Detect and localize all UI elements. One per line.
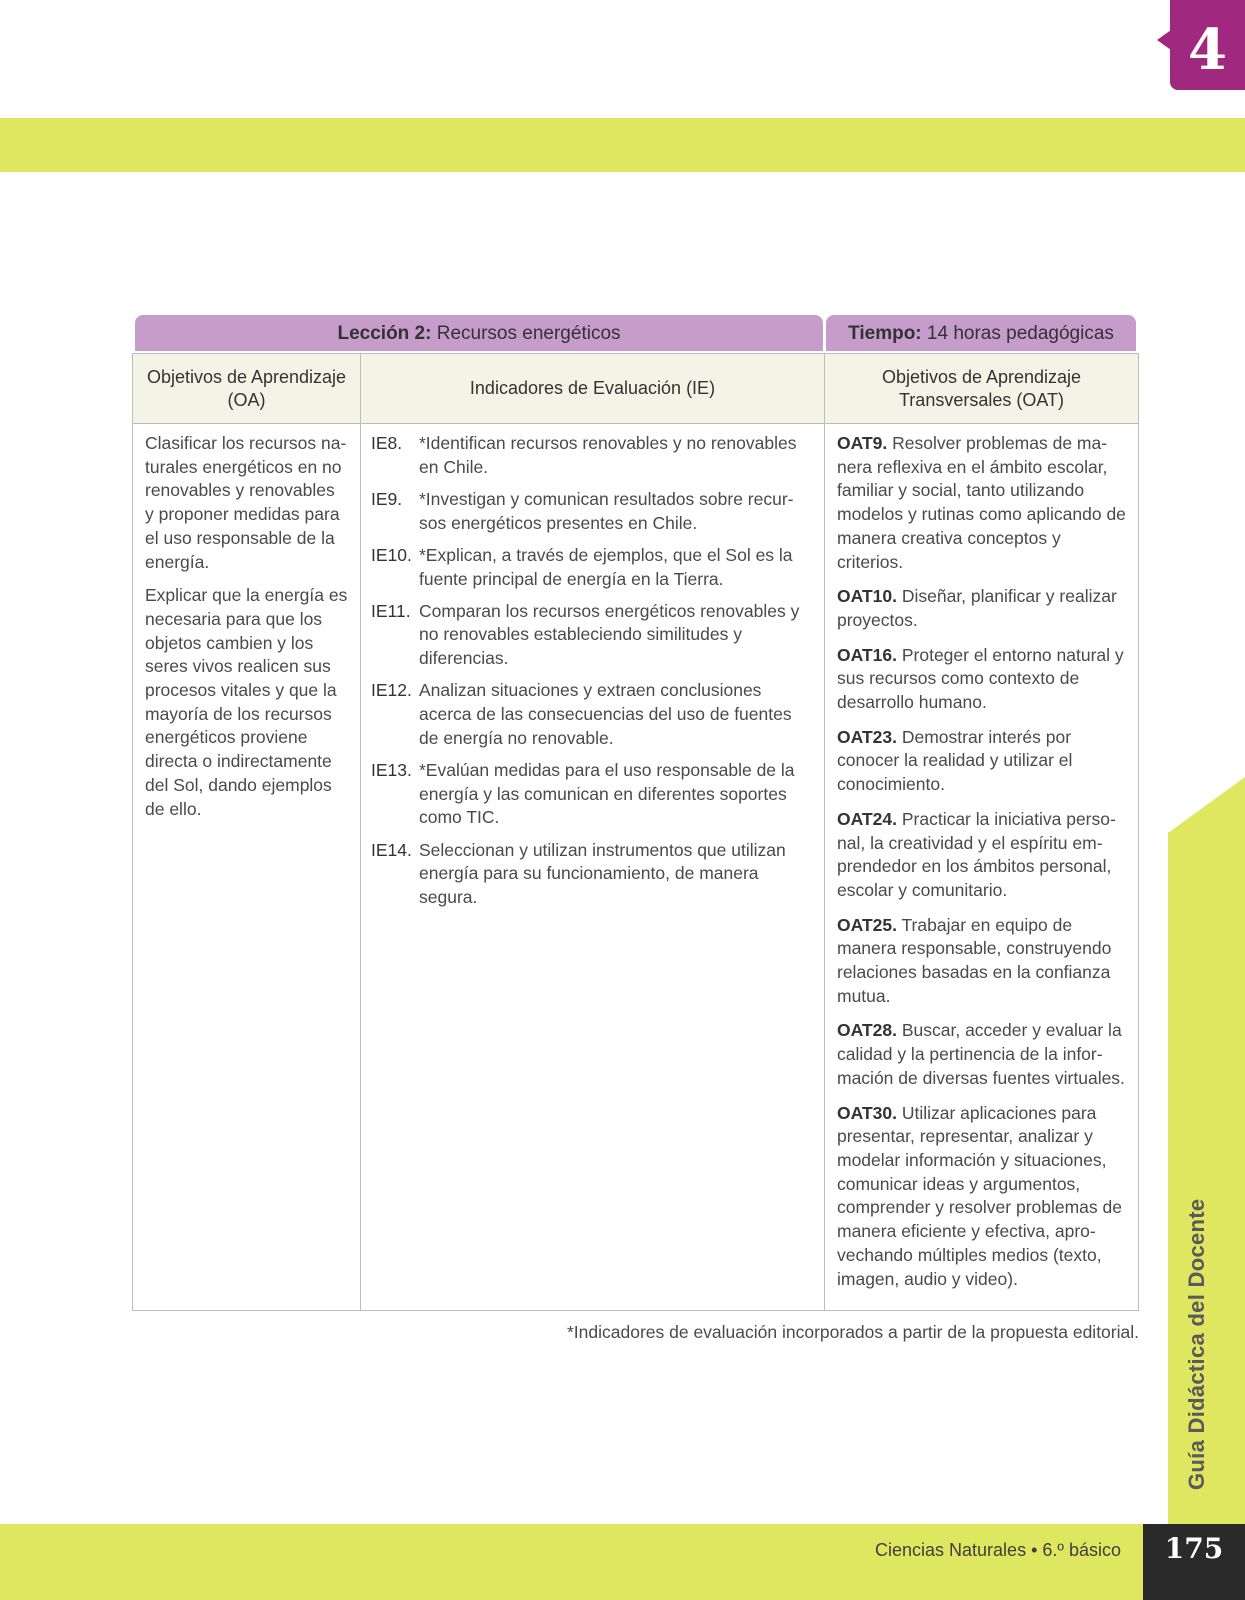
oat-text: Resolver problemas de ma- nera reflexiva en el ámbito escolar, familiar y social, tanto utilizando modelos y rutinas como aplicando de manera creativa conceptos y criterios. [837, 433, 1126, 572]
lesson-header [135, 315, 823, 351]
ie-text: *Explican, a través de ejemplos, que el Sol es la fuente principal de energía en la Tierra. [419, 544, 793, 589]
ie-item [371, 544, 812, 591]
oat-text: Demostrar interés por conocer la realidad y utilizar el conocimiento. [837, 726, 1073, 795]
header-oat: Objetivos de Aprendizaje Transversales (OAT) [825, 354, 1139, 424]
lesson-label: Lección 2: [337, 323, 432, 344]
oat-item [837, 585, 1126, 632]
oat-item [837, 1019, 1126, 1090]
ie-code: IE13. [371, 759, 412, 780]
ie-code: IE11. [371, 600, 411, 621]
ie-cell [361, 424, 825, 1311]
oa-item: Explicar que la energía es necesaria para que los objetos cambien y los seres vivos realicen sus procesos vitales y que la mayoría de los recursos energéticos proviene directa o indirectamente del Sol, dando ejemplos de ello. [145, 585, 348, 819]
ie-text: Analizan situaciones y extraen conclusiones acerca de las consecuencias del uso de fuentes de energía no renovable. [419, 680, 792, 748]
oa-item: Clasificar los recursos na- turales energéticos en no renovables y renovables y proponer medidas para el uso responsable de la energía. [145, 433, 347, 572]
oat-code: OAT30. [837, 1102, 897, 1123]
footer-subject: Ciencias Naturales • 6.º básico [875, 1540, 1121, 1560]
oat-code: OAT23. [837, 726, 897, 747]
oat-text: Buscar, acceder y evaluar la calidad y la pertinencia de la infor- mación de diversas fuentes virtuales. [837, 1020, 1125, 1088]
oat-code: OAT24. [837, 808, 897, 829]
oat-text: Trabajar en equipo de manera responsable, construyendo relaciones basadas en la confianza mutua. [837, 914, 1112, 1006]
bottom-color-band [0, 1524, 1245, 1600]
lesson-plan-table [132, 353, 1139, 1311]
ie-code: IE12. [371, 680, 412, 701]
ie-item [371, 839, 812, 910]
oat-code: OAT10. [837, 586, 897, 607]
ie-text: *Evalúan medidas para el uso responsable de la energía y las comunican en diferentes soportes como TIC. [419, 759, 795, 828]
top-color-band [0, 118, 1245, 172]
ie-code: IE14. [371, 839, 412, 860]
unit-number-tab: 4 [1170, 0, 1245, 90]
ie-item [371, 488, 812, 535]
table-footnote: *Indicadores de evaluación incorporados a partir de la propuesta editorial. [566, 1322, 1139, 1342]
unit-tab-notch [1157, 30, 1171, 50]
ie-text: Seleccionan y utilizan instrumentos que utilizan energía para su funcionamiento, de manera segura. [419, 839, 786, 907]
side-band-corner [1168, 777, 1245, 833]
ie-text: *Identifican recursos renovables y no renovables en Chile. [419, 433, 797, 477]
oat-code: OAT28. [837, 1020, 897, 1041]
page-number: 175 [1143, 1524, 1245, 1600]
time-label: Tiempo: [848, 323, 922, 344]
oat-item [837, 644, 1126, 715]
oat-item [837, 1102, 1126, 1292]
ie-text: *Investigan y comunican resultados sobre recur- sos energéticos presentes en Chile. [419, 488, 794, 533]
header-oa: Objetivos de Aprendizaje (OA) [133, 354, 361, 424]
oat-code: OAT25. [837, 914, 897, 935]
ie-item [371, 600, 812, 671]
oat-cell [825, 424, 1139, 1311]
ie-code: IE10. [371, 544, 412, 565]
ie-text: Comparan los recursos energéticos renovables y no renovables estableciendo similitudes y diferencias. [419, 600, 800, 669]
oat-text: Diseñar, planificar y realizar proyectos. [837, 586, 1117, 630]
oat-text: Proteger el entorno natural y sus recursos como contexto de desarrollo humano. [837, 644, 1124, 713]
header-ie: Indicadores de Evaluación (IE) [361, 354, 825, 424]
oat-item [837, 808, 1126, 903]
ie-code: IE9. [371, 488, 403, 509]
ie-item [371, 432, 812, 479]
oat-code: OAT16. [837, 644, 897, 665]
oat-code: OAT9. [837, 433, 888, 453]
side-label: Guía Didáctica del Docente [1184, 1198, 1209, 1490]
lesson-title: Recursos energéticos [436, 323, 621, 344]
ie-item [371, 759, 812, 830]
oat-text: Practicar la iniciativa perso- nal, la creatividad y el espíritu em- prendedor en los ámbitos personal, escolar y comunitario. [837, 808, 1116, 900]
oa-cell [133, 424, 361, 1311]
oat-item [837, 914, 1126, 1009]
table-header-row [133, 354, 1139, 424]
oat-item [837, 432, 1126, 574]
ie-code: IE8. [371, 433, 403, 453]
table-row [133, 424, 1139, 1311]
time-value: 14 horas pedagógicas [926, 323, 1114, 344]
time-header [826, 315, 1136, 351]
oat-text: Utilizar aplicaciones para presentar, representar, analizar y modelar información y situaciones, comunicar ideas y argumentos, comprender y resolver problemas de manera eficiente y efectiva, apro- vechando múltiples medios (texto, imagen, audio y video). [837, 1102, 1122, 1289]
oat-item [837, 726, 1126, 797]
ie-item [371, 679, 812, 750]
